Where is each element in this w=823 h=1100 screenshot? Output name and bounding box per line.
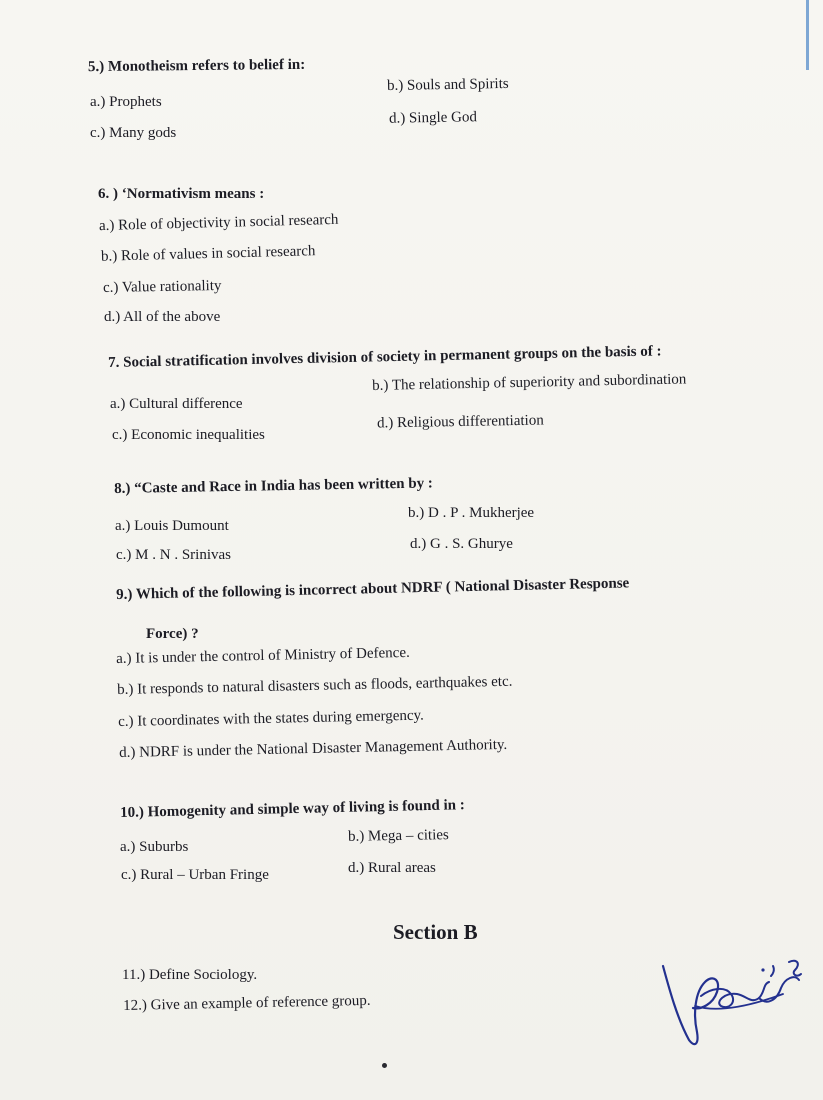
question-5-text: Monotheism refers to belief in:: [107, 56, 306, 75]
question-8-number: 8.): [114, 480, 131, 497]
question-10-option-b: b.) Mega – cities: [347, 827, 449, 845]
question-10-option-d: d.) Rural areas: [348, 860, 436, 876]
page-edge-mark: [806, 0, 809, 70]
question-8-option-c: c.) M . N . Srinivas: [116, 547, 231, 563]
question-6-option-b: b.) Role of values in social research: [100, 243, 316, 265]
question-9-option-d: d.) NDRF is under the National Disaster Management Authority.: [119, 736, 508, 761]
question-6-heading: [98, 186, 264, 203]
question-7-option-a: a.) Cultural difference: [110, 396, 243, 412]
question-7-number: 7.: [108, 354, 120, 371]
question-7-option-b: b.) The relationship of superiority and subordination: [372, 371, 687, 394]
question-10-number: 10.): [120, 804, 145, 821]
question-9-text-line1: Which of the following is incorrect about NDRF ( National Disaster Response: [135, 575, 630, 603]
question-10-option-c: c.) Rural – Urban Fringe: [121, 867, 269, 883]
question-10-text: Homogenity and simple way of living is found in :: [147, 797, 465, 821]
question-5-number: 5.): [87, 58, 105, 76]
question-9-option-c: c.) It coordinates with the states during emergency.: [118, 707, 425, 730]
question-6-option-a: a.) Role of objectivity in social research: [98, 211, 339, 235]
section-b-title: Section B: [393, 920, 478, 944]
question-5-option-c: c.) Many gods: [90, 125, 177, 141]
question-9-option-b: b.) It responds to natural disasters such as floods, earthquakes etc.: [117, 673, 513, 698]
question-7-option-c: c.) Economic inequalities: [112, 427, 265, 443]
question-5-option-b: b.) Souls and Spirits: [386, 75, 509, 95]
question-8-option-a: a.) Louis Dumount: [115, 518, 229, 534]
question-9-heading: [116, 575, 629, 604]
question-6-number: 6. ): [98, 186, 118, 202]
question-5-option-a: a.) Prophets: [90, 94, 162, 110]
question-10-heading: [120, 797, 465, 822]
question-8-option-d: d.) G . S. Ghurye: [410, 536, 513, 552]
question-6-option-c: c.) Value rationality: [102, 277, 222, 297]
question-6-text: ‘Normativism means :: [121, 186, 265, 202]
question-8-heading: [114, 475, 433, 498]
stray-dot: [382, 1063, 387, 1068]
question-5-heading: [88, 57, 305, 76]
question-10-option-a: a.) Suburbs: [120, 839, 189, 855]
question-8-text: “Caste and Race in India has been written by :: [133, 475, 434, 497]
question-6-option-d: d.) All of the above: [104, 309, 221, 325]
question-11: 11.) Define Sociology.: [122, 967, 258, 983]
question-7-heading: [108, 343, 662, 372]
question-9-text-line2: Force) ?: [146, 626, 199, 642]
question-7-option-d: d.) Religious differentiation: [376, 412, 544, 432]
signature-image: [655, 948, 805, 1053]
question-8-option-b: b.) D . P . Mukherjee: [408, 505, 535, 521]
question-9-option-a: a.) It is under the control of Ministry of Defence.: [116, 644, 410, 667]
question-9-number: 9.): [116, 586, 133, 603]
question-5-option-d: d.) Single God: [388, 109, 478, 127]
question-12: 12.) Give an example of reference group.: [123, 992, 371, 1014]
question-7-text: Social stratification involves division of society in permanent groups on the basis of :: [122, 343, 662, 371]
